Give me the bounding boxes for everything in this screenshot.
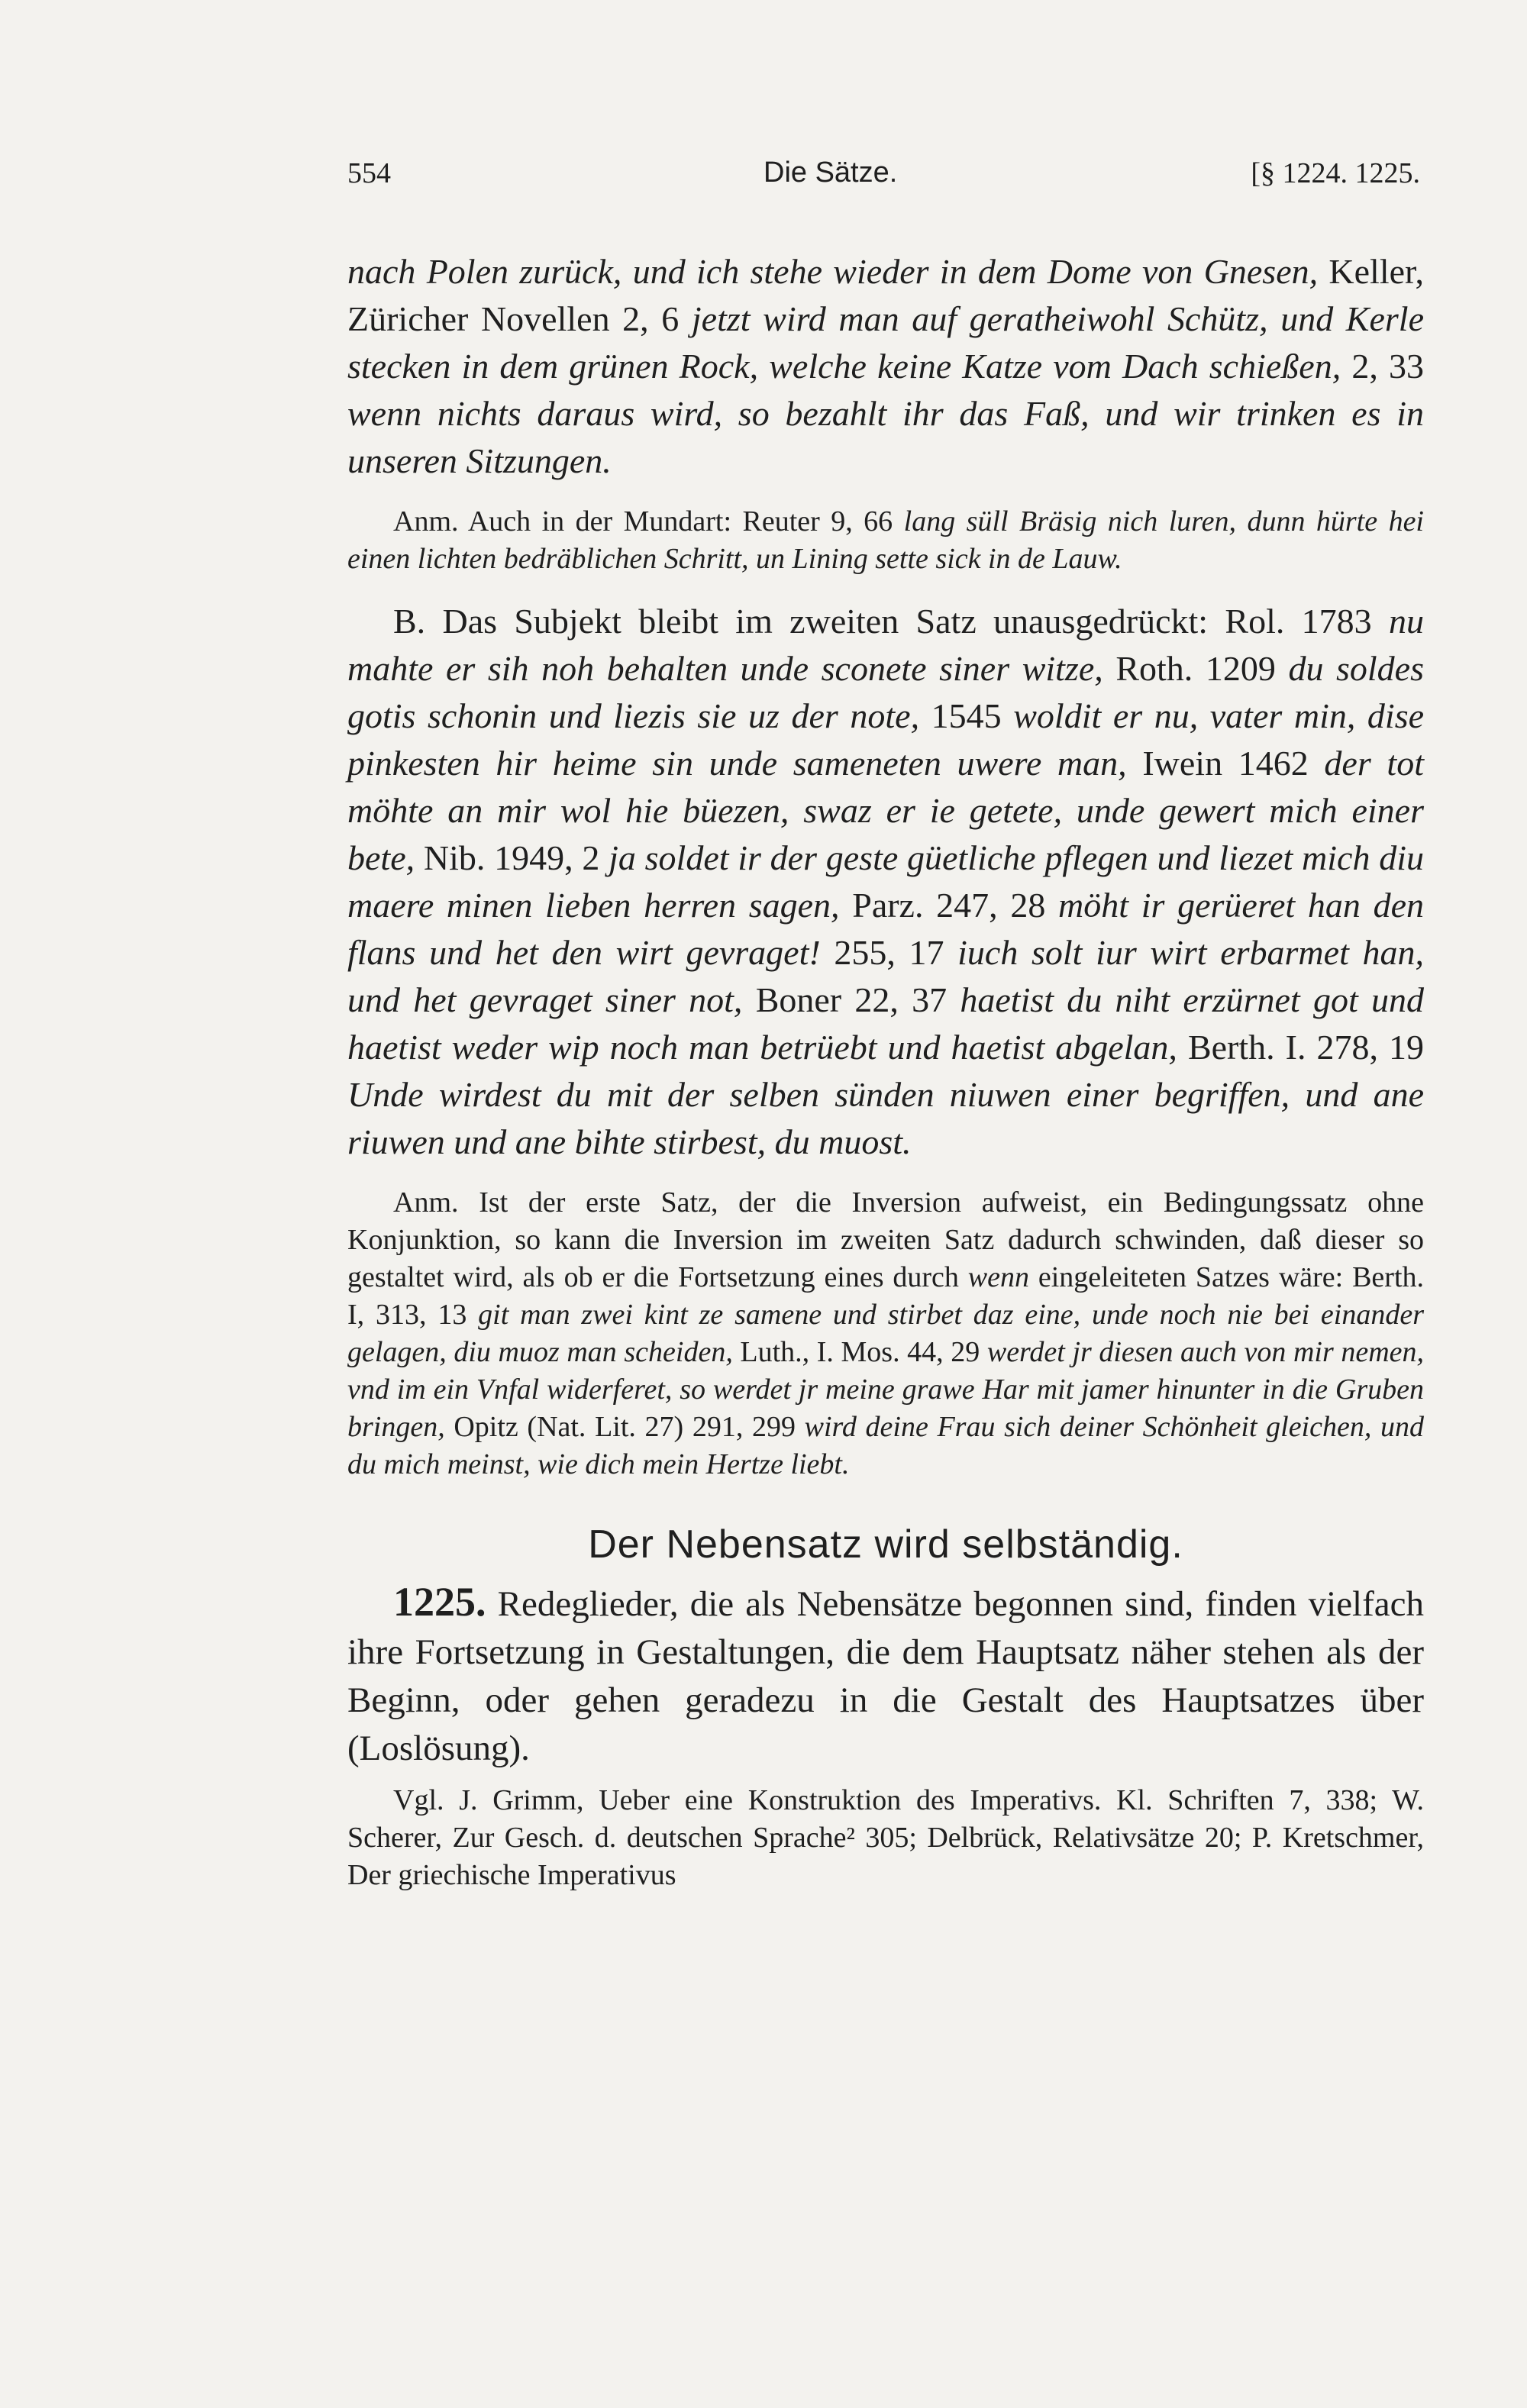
citation: Opitz (Nat. Lit. 27) 291, 299 (444, 1411, 805, 1443)
example-text: der tot möhte an mir wol hie büezen, swaz er ie getete, unde gewert mich einer bete, (347, 744, 1424, 877)
example-text: jetzt wird man auf geratheiwohl Schütz, und Kerle stecken in dem grünen Rock, welche keine Katze vom Dach schießen, (347, 299, 1424, 386)
body-text: Ist der erste Satz, der die Inversion aufweist, ein Bedingungssatz ohne Konjunktion, so kann die Inversion im zweiten Satz dadurch schwinden, daß dieser so gestaltet wird, als ob er die Fortsetzung eines durch (347, 1186, 1424, 1293)
example-text: nu mahte er sih noh behalten unde sconete siner witze, (347, 602, 1424, 688)
note-paragraph (347, 503, 1424, 578)
paragraph-1225 (347, 1578, 1424, 1773)
example-text: Unde wirdest du mit der selben sünden niuwen einer begriffen, und ane riuwen und ane bihte stirbest, du muost. (347, 1075, 1424, 1161)
example-text: iuch solt iur wirt erbarmet han, und het gevraget siner not, (347, 933, 1424, 1019)
citation: Nib. 1949, 2 (415, 838, 609, 877)
note-label: Anm. (393, 1186, 459, 1219)
note-label: Anm. (393, 505, 459, 537)
citation: Roth. 1209 (1102, 649, 1289, 688)
example-text: ja soldet ir der geste güetliche pflegen und liezet mich diu maere minen lieben herren sagen, (347, 838, 1424, 925)
paragraph-continuation (347, 248, 1424, 485)
example-text: haetist du niht erzürnet got und haetist weder wip noch man betrüebt und haetist abgelan, (347, 980, 1424, 1067)
example-text: wenn nichts daraus wird, so bezahlt ihr das Faß, und wir trinken es in unseren Sitzungen. (347, 394, 1424, 480)
page-header (347, 157, 1420, 202)
reference-paragraph: Vgl. J. Grimm, Ueber eine Konstruktion des Imperativs. Kl. Schriften 7, 338; W. Scherer, Zur Gesch. d. deutschen Sprache² 305; Delbrück, Relativsätze 20; P. Kretschmer, Der griechische Imperativus (347, 1784, 1424, 1891)
citation: Parz. 247, 28 (839, 886, 1059, 925)
citation: Iwein 1462 (1126, 744, 1325, 783)
citation: 255, 17 (820, 933, 958, 972)
citation: Boner 22, 37 (742, 980, 960, 1019)
citation: 2, 33 (1341, 347, 1425, 386)
section-number: 1225. (393, 1579, 486, 1625)
example-text: möht ir gerüeret han den flans und het den wirt gevraget! (347, 886, 1424, 972)
citation: 1545 (919, 696, 1014, 735)
page-body (347, 248, 1424, 1894)
page-number: 554 (347, 157, 391, 189)
citation: Keller, Züricher Novellen 2, 6 (347, 252, 1425, 338)
example-text: nach Polen zurück, und ich stehe wieder in dem Dome von Gnesen, (347, 252, 1319, 291)
citation: eingeleiteten Satzes wäre: Berth. I, 313, 13 (347, 1261, 1425, 1331)
citation: Luth., I. Mos. 44, 29 (732, 1336, 987, 1368)
example-text: lang süll Bräsig nich luren, dunn hürte hei einen lichten bedräblichen Schritt, un Lining sette sick in de Lauw. (347, 505, 1424, 575)
citation: Auch in der Mundart: Reuter 9, 66 (458, 505, 904, 537)
example-text: wird deine Frau sich deiner Schönheit gleichen, und du mich meinst, wie dich mein Hertze liebt. (347, 1411, 1424, 1480)
section-range: [§ 1224. 1225. (1251, 157, 1420, 189)
example-text: woldit er nu, vater min, dise pinkesten hir heime sin unde sameneten uwere man, (347, 696, 1425, 783)
body-text: B. Das Subjekt bleibt im zweiten Satz unausgedrückt: Rol. 1783 (393, 602, 1389, 641)
example-text: werdet jr diesen auch von mir nemen, vnd im ein Vnfal widerferet, so werdet jr meine grawe Har mit jamer hinunter in die Gruben bringen, (347, 1336, 1424, 1443)
note-paragraph (347, 1184, 1424, 1483)
running-title: Die Sätze. (764, 157, 898, 189)
body-text: Redeglieder, die als Nebensätze begonnen sind, finden vielfach ihre Fortsetzung in Gestaltungen, die dem Hauptsatz näher stehen als der Beginn, oder gehen geradezu in die Gestalt des Hauptsatzes über (Loslösung). (347, 1584, 1424, 1768)
paragraph-b (347, 598, 1424, 1166)
section-heading: Der Nebensatz wird selbständig. (588, 1522, 1183, 1567)
example-text: git man zwei kint ze samene und stirbet daz eine, unde noch nie bei einander gelagen, diu muoz man scheiden, (347, 1299, 1424, 1368)
example-text: wenn (967, 1261, 1030, 1293)
example-text: du soldes gotis schonin und liezis sie uz der note, (347, 649, 1425, 735)
citation: Berth. I. 278, 19 (1177, 1028, 1425, 1067)
